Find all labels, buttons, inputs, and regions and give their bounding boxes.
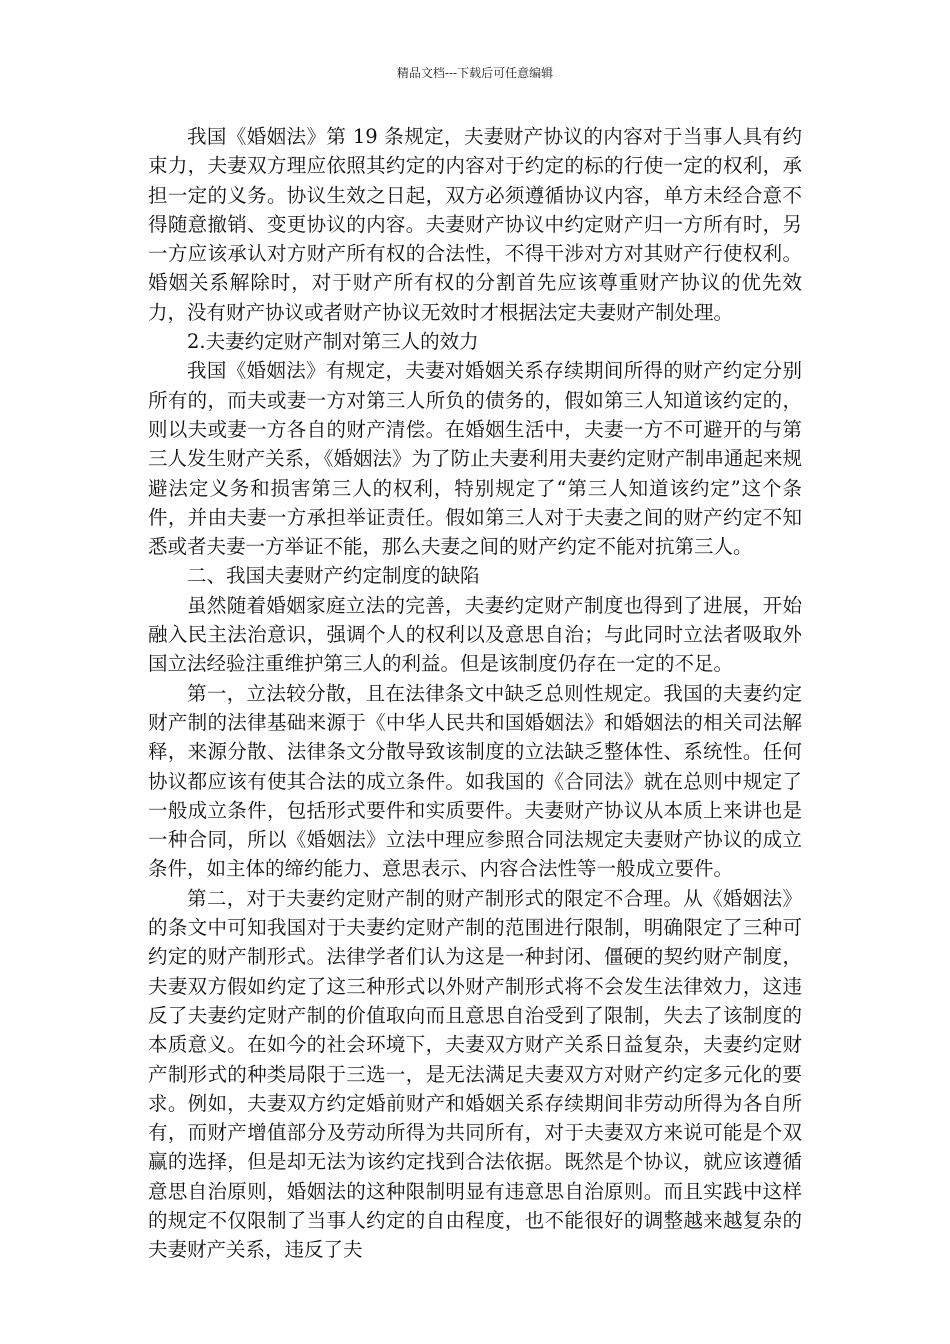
paragraph-second-defect: 第二，对于夫妻约定财产制的财产制形式的限定不合理。从《婚姻法》的条文中可知我国对于夫妻约定财产制的范围进行限制，明确限定了三种可约定的财产制形式。法律学者们认为这是一种封闭、僵硬的契约财产制度，夫妻双方假如约定了这三种形式以外财产制形式将不会发生法律效力，这违反了夫妻约定财产制的价值取向而且意思自治受到了限制，失去了该制度的本质意义。在如今的社会环境下，夫妻双方财产关系日益复杂，夫妻约定财产制形式的种类局限于三选一，是无法满足夫妻双方对财产约定多元化的要求。例如，夫妻双方约定婚前财产和婚姻关系存续期间非劳动所得为各自所有，而财产增值部分及劳动所得为共同所有，对于夫妻双方来说可能是个双赢的选择，但是却无法为该约定找到合法依据。既然是个协议，就应该遵循意思自治原则，婚姻法的这种限制明显有违意思自治原则。而且实践中这样的规定不仅限制了当事人约定的自由程度，也不能很好的调整越来越复杂的夫妻财产关系，违反了夫 [148,886,802,1262]
section-heading-third-party-effect: 2.夫妻约定财产制对第三人的效力 [187,330,479,354]
paragraph-article-19: 我国《婚姻法》第 19 条规定，夫妻财产协议的内容对于当事人具有约束力，夫妻双方理应依照其约定的内容对于约定的标的行使一定的权利，承担一定的义务。协议生效之日起，双方必须遵循协议内容，单方未经合意不得随意撤销、变更协议的内容。夫妻财产协议中约定财产归一方所有时，另一方应该承认对方财产所有权的合法性，不得干涉对方对其财产行使权利。婚姻关系解除时，对于财产所有权的分割首先应该尊重财产协议的优先效力，没有财产协议或者财产协议无效时才根据法定夫妻财产制处理。 [148,125,802,324]
section-heading-defects: 二、我国夫妻财产约定制度的缺陷 [187,564,480,588]
document-body [148,122,802,1265]
paragraph-defects-intro: 虽然随着婚姻家庭立法的完善，夫妻约定财产制度也得到了进展，开始融入民主法治意识，强调个人的权利以及意思自治；与此同时立法者吸取外国立法经验注重维护第三人的利益。但是该制度仍存在一定的不足。 [148,593,802,676]
paragraph-third-party-effect: 我国《婚姻法》有规定，夫妻对婚姻关系存续期间所得的财产约定分别所有的，而夫或妻一方对第三人所负的债务的，假如第三人知道该约定的，则以夫或妻一方各自的财产清偿。在婚姻生活中，夫妻一方不可避开的与第三人发生财产关系，《婚姻法》为了防止夫妻利用夫妻约定财产制串通起来规避法定义务和损害第三人的权利，特别规定了“第三人知道该约定”这个条件，并由夫妻一方承担举证责任。假如第三人对于夫妻之间的财产约定不知悉或者夫妻一方举证不能，那么夫妻之间的财产约定不能对抗第三人。 [148,359,802,559]
paragraph-first-defect: 第一，立法较分散，且在法律条文中缺乏总则性规定。我国的夫妻约定财产制的法律基础来源于《中华人民共和国婚姻法》和婚姻法的相关司法解释，来源分散、法律条文分散导致该制度的立法缺乏整体性、系统性。任何协议都应该有使其合法的成立条件。如我国的《合同法》就在总则中规定了一般成立条件，包括形式要件和实质要件。夫妻财产协议从本质上来讲也是一种合同，所以《婚姻法》立法中理应参照合同法规定夫妻财产协议的成立条件，如主体的缔约能力、意思表示、内容合法性等一般成立要件。 [148,681,802,881]
page-header: 精品文档---下载后可任意编辑 [396,66,554,80]
